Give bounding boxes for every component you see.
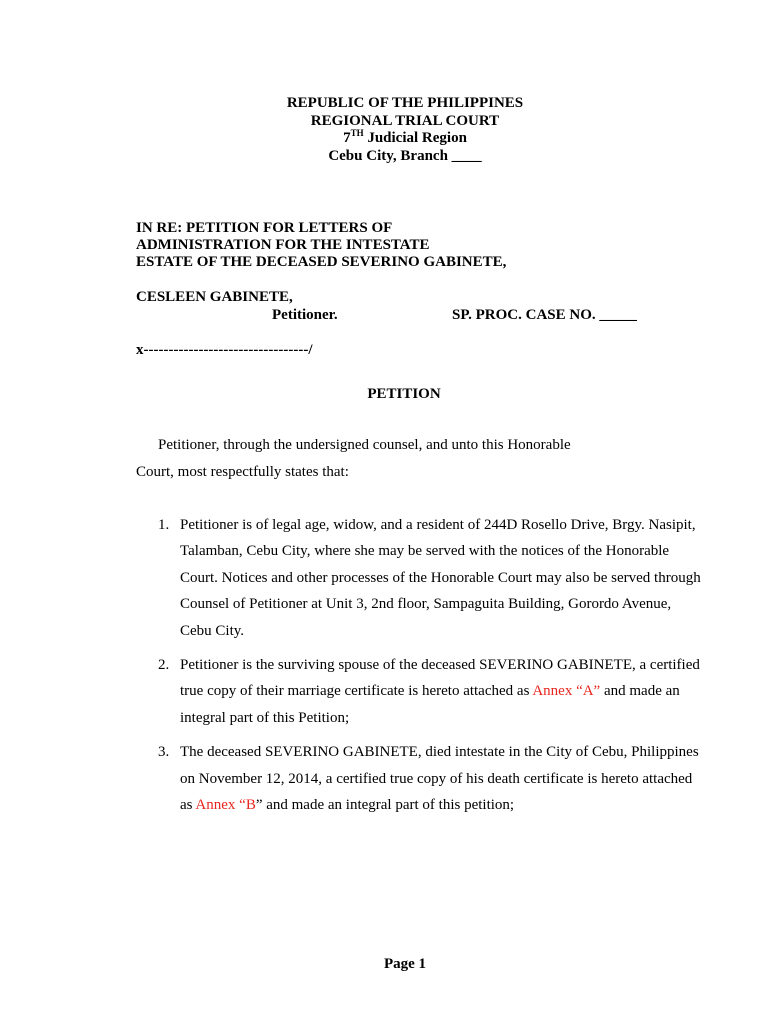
intro-line-2: Court, most respectfully states that: <box>136 464 349 480</box>
caption-separator: x---------------------------------/ <box>136 342 313 358</box>
intro-line-1: Petitioner, through the undersigned counsel, and unto this Honorable <box>158 437 571 453</box>
document-title: PETITION <box>367 386 441 402</box>
list-item <box>158 652 703 731</box>
page-number: Page 1 <box>383 956 427 972</box>
caption-line-2: ADMINISTRATION FOR THE INTESTATE <box>136 237 430 253</box>
item-text-after: ” and made an integral part of this petition; <box>255 797 515 814</box>
item-text-before: Petitioner is the surviving spouse of the deceased SEVERINO GABINETE, a certified true copy of their marriage certificate is hereto attached as <box>180 657 700 700</box>
item-text: Petitioner is of legal age, widow, and a resident of 244D Rosello Drive, Brgy. Nasipit, Talamban, Cebu City, where she may be served with the notices of the Honorable Court. Notices and other processes of the Honorable Court may also be served through Counsel of Petitioner at Unit 3, 2nd floor, Sampaguita Building, Gorordo Avenue, Cebu City. <box>180 517 701 639</box>
case-number: SP. PROC. CASE NO. _____ <box>452 307 637 323</box>
caption-line-3: ESTATE OF THE DECEASED SEVERINO GABINETE, <box>136 254 507 270</box>
item-number: 2. <box>158 657 170 674</box>
list-item <box>158 739 703 818</box>
caption-line-1: IN RE: PETITION FOR LETTERS OF <box>136 220 393 236</box>
allegations-list <box>158 512 703 818</box>
annex-b-reference: Annex “B <box>195 797 256 814</box>
petitioner-role: Petitioner. <box>272 307 338 323</box>
list-item <box>158 512 703 644</box>
court-header <box>0 95 768 165</box>
item-number: 3. <box>158 744 170 761</box>
item-text-before: The deceased SEVERINO GABINETE, died intestate in the City of Cebu, Philippines on November 12, 2014, a certified true copy of his death certificate is hereto attached as <box>180 744 699 814</box>
header-court: REGIONAL TRIAL COURT <box>310 112 500 129</box>
annex-a-reference: Annex “A” <box>532 683 601 700</box>
header-region: 7TH Judicial Region <box>343 128 467 146</box>
header-republic: REPUBLIC OF THE PHILIPPINES <box>286 95 524 111</box>
item-text-after: and made an integral part of this Petition; <box>180 683 680 726</box>
petitioner-name: CESLEEN GABINETE, <box>136 289 293 305</box>
item-number: 1. <box>158 517 170 533</box>
header-branch: Cebu City, Branch ____ <box>328 147 482 164</box>
